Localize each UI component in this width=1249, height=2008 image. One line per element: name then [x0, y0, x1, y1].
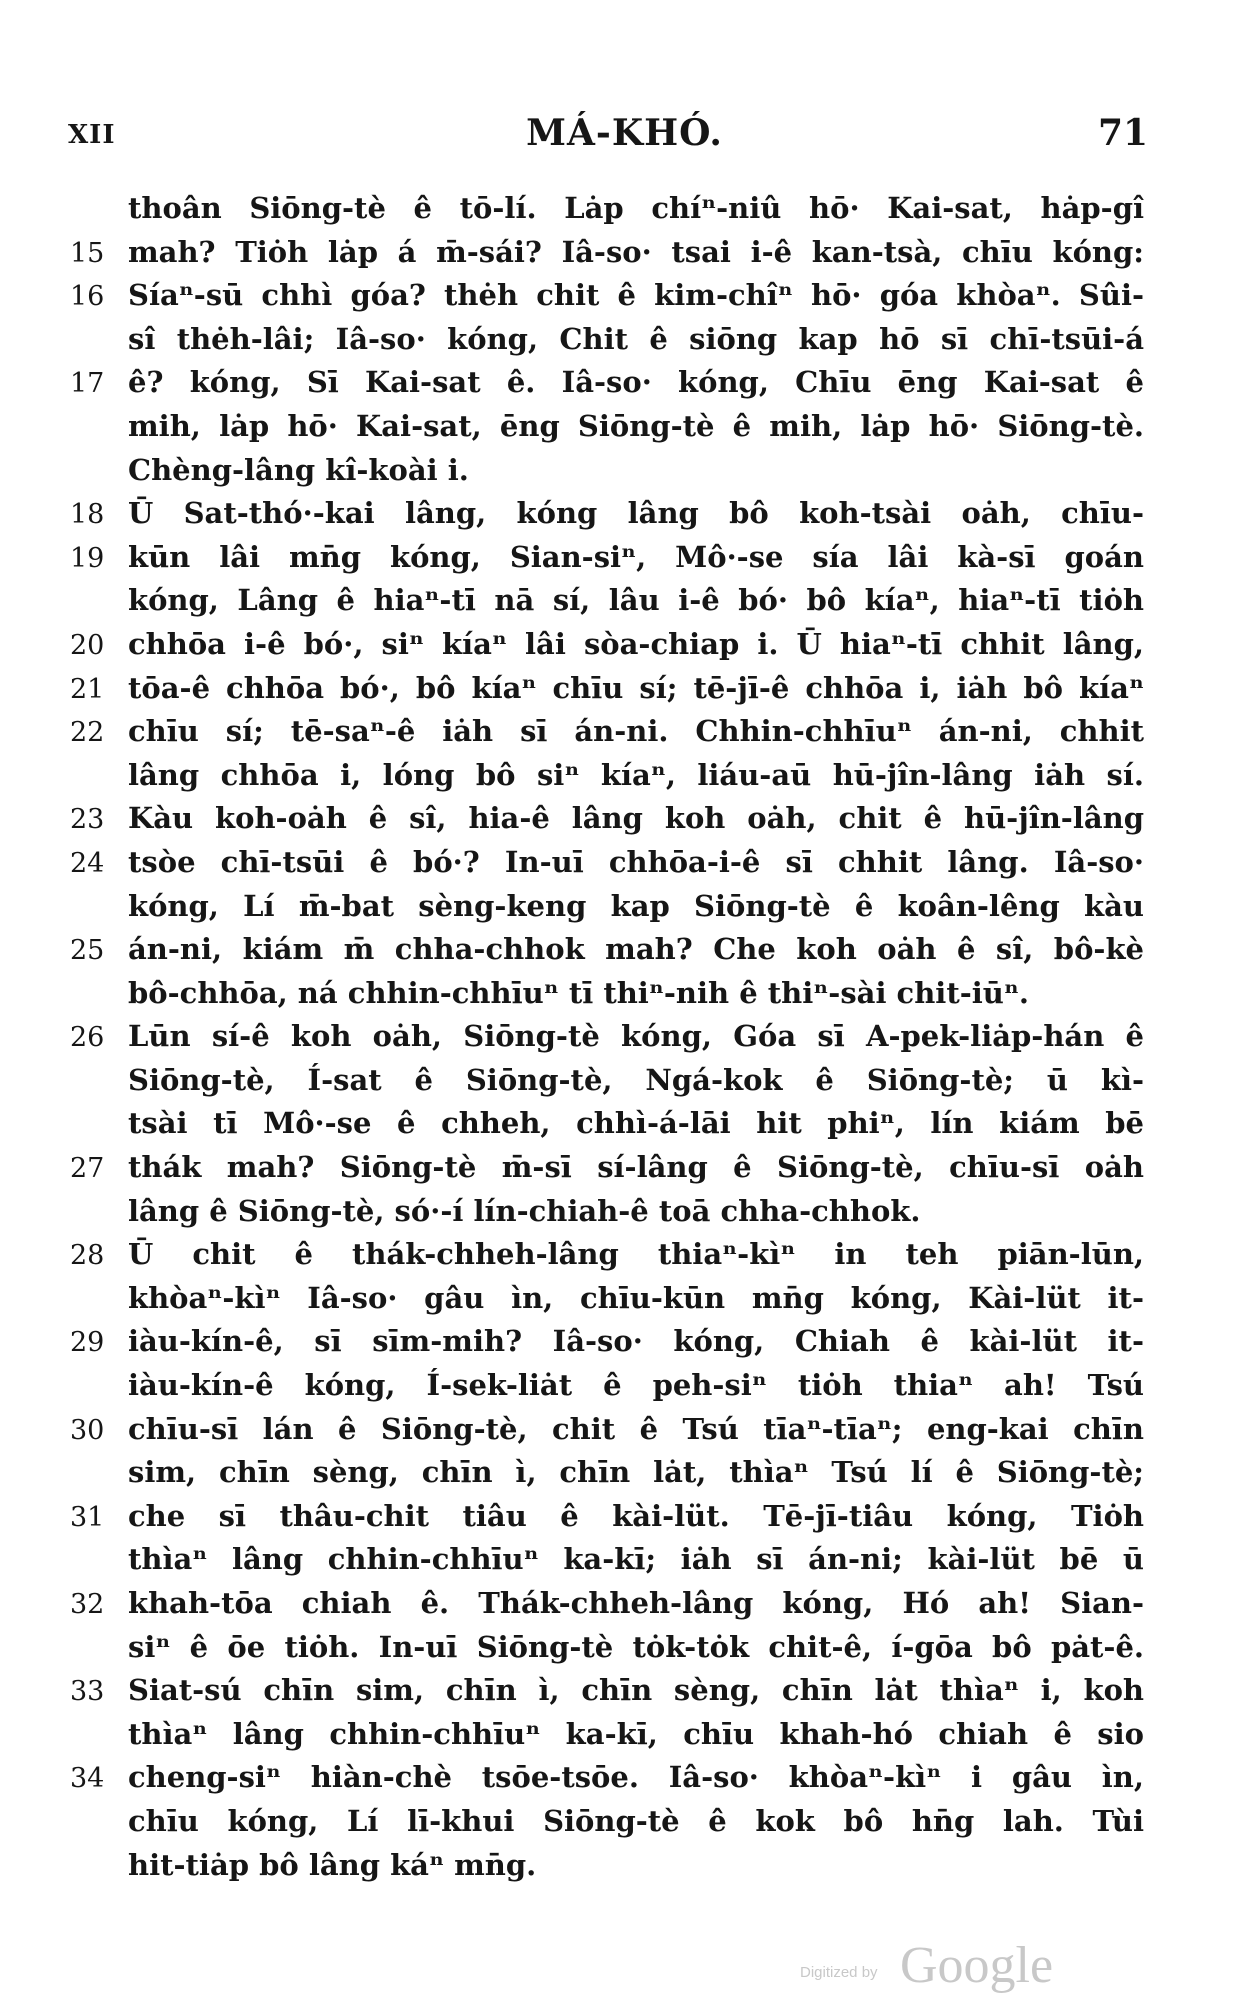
verse-number: 16: [70, 281, 105, 313]
verse-number: 29: [70, 1327, 105, 1359]
digitized-watermark: [800, 1936, 1100, 1996]
line-text: kóng, Lí m̄-bat sèng-keng kap Siōng-tè ê koân-lêng kàu: [128, 888, 1144, 923]
verse-number: 20: [70, 629, 105, 661]
page-title: MÁ-KHÓ.: [526, 112, 723, 154]
text-line: [0, 275, 1249, 319]
text-line: [0, 973, 1249, 1017]
line-text: án-ni, kiám m̄ chha-chhok mah? Che koh oȧh ê sî, bô-kè: [128, 932, 1144, 967]
text-line: [0, 1845, 1249, 1889]
text-line: [0, 580, 1249, 624]
text-line: [0, 1147, 1249, 1191]
line-text: thoân Siōng-tè ê tō-lí. Lȧp chíⁿ-niû hō· Kai-sat, hȧp-gî: [128, 191, 1144, 225]
line-text: Ū Sat-thó·-kai lâng, kóng lâng bô koh-tsài oȧh, chīu-: [128, 496, 1144, 531]
line-text: mah? Tiȯh lȧp á m̄-sái? Iâ-so· tsai i-ê kan-tsà, chīu kóng:: [128, 234, 1144, 269]
verse-number: 28: [70, 1240, 105, 1272]
text-line: [0, 450, 1249, 494]
text-line: [0, 188, 1249, 232]
line-text: chīu sí; tē-saⁿ-ê iȧh sī án-ni. Chhin-chhīuⁿ án-ni, chhit: [128, 714, 1144, 749]
text-line: [0, 362, 1249, 406]
watermark-caption: Digitized by: [800, 1964, 878, 1981]
line-text: Síaⁿ-sū chhì góa? thėh chit ê kim-chîⁿ hō· góa khòaⁿ. Sûi-: [128, 278, 1144, 313]
line-text: cheng-siⁿ hiàn-chè tsōe-tsōe. Iâ-so· khòaⁿ-kìⁿ i gâu ìn,: [128, 1760, 1144, 1795]
line-text: tsài tī Mô·-se ê chheh, chhì-á-lāi hit phiⁿ, lín kiám bē: [128, 1106, 1144, 1141]
line-text: lâng chhōa i, lóng bô siⁿ kíaⁿ, liáu-aū hū-jîn-lâng iȧh sí.: [128, 757, 1144, 792]
verse-number: 33: [70, 1676, 105, 1708]
text-line: [0, 232, 1249, 276]
verse-number: 24: [70, 847, 105, 879]
text-line: [0, 406, 1249, 450]
verse-number: 32: [70, 1589, 105, 1620]
verse-number: 27: [70, 1153, 105, 1185]
text-line: [0, 711, 1249, 755]
line-text: chīu kóng, Lí lī-khui Siōng-tè ê kok bô hn̄g lah. Tùi: [128, 1803, 1144, 1838]
verse-number: 30: [70, 1414, 105, 1446]
line-text: khah-tōa chiah ê. Thák-chheh-lâng kóng, Hó ah! Sian-: [128, 1586, 1144, 1620]
verse-number: 31: [70, 1501, 105, 1533]
line-text: Chèng-lâng kî-koài i.: [128, 452, 469, 487]
text-line: [0, 1539, 1249, 1583]
text-line: [0, 1714, 1249, 1758]
text-line: [0, 929, 1249, 973]
line-text: thìaⁿ lâng chhin-chhīuⁿ ka-kī; iȧh sī án-ni; kài-lüt bē ū: [128, 1542, 1144, 1577]
text-line: [0, 842, 1249, 886]
line-text: mih, lȧp hō· Kai-sat, ēng Siōng-tè ê mih, lȧp hō· Siōng-tè.: [128, 408, 1144, 443]
line-text: iàu-kín-ê kóng, Í-sek-liȧt ê peh-siⁿ tiȯh thiaⁿ ah! Tsú: [128, 1368, 1144, 1403]
text-line: [0, 1060, 1249, 1104]
running-header: [0, 112, 1249, 162]
text-line: [0, 1365, 1249, 1409]
text-line: [0, 624, 1249, 668]
line-text: tōa-ê chhōa bó·, bô kíaⁿ chīu sí; tē-jī-ê chhōa i, iȧh bô kíaⁿ: [128, 670, 1144, 705]
line-text: chīu-sī lán ê Siōng-tè, chit ê Tsú tīaⁿ-tīaⁿ; eng-kai chīn: [128, 1411, 1144, 1446]
text-line: [0, 1321, 1249, 1365]
verse-number: 18: [70, 499, 105, 531]
line-text: Siat-sú chīn sim, chīn ì, chīn sèng, chīn lȧt thìaⁿ i, koh: [128, 1673, 1144, 1708]
verse-number: 25: [70, 935, 105, 967]
verse-number: 17: [70, 368, 105, 400]
verse-number: 23: [70, 804, 105, 836]
google-logo: Google: [900, 1937, 1054, 1994]
line-text: kūn lâi mn̄g kóng, Sian-siⁿ, Mô·-se sía lâi kà-sī goán: [128, 539, 1144, 574]
text-line: [0, 1191, 1249, 1235]
verse-number: 22: [70, 717, 105, 749]
line-text: tsòe chī-tsūi ê bó·? In-uī chhōa-i-ê sī chhit lâng. Iâ-so·: [128, 844, 1144, 879]
text-line: [0, 493, 1249, 537]
line-text: Siōng-tè, Í-sat ê Siōng-tè, Ngá-kok ê Siōng-tè; ū kì-: [128, 1062, 1144, 1097]
line-text: siⁿ ê ōe tiȯh. In-uī Siōng-tè tȯk-tȯk chit-ê, í-gōa bô pȧt-ê.: [128, 1629, 1144, 1664]
text-line: [0, 755, 1249, 799]
line-text: ê? kóng, Sī Kai-sat ê. Iâ-so· kóng, Chīu ēng Kai-sat ê: [128, 365, 1144, 400]
line-text: iàu-kín-ê, sī sīm-mih? Iâ-so· kóng, Chiah ê kài-lüt it-: [128, 1324, 1144, 1359]
text-body: [0, 188, 1249, 1888]
line-text: bô-chhōa, ná chhin-chhīuⁿ tī thiⁿ-nih ê thiⁿ-sài chit-iūⁿ.: [128, 975, 1029, 1010]
line-text: Lūn sí-ê koh oȧh, Siōng-tè kóng, Góa sī A-pek-liȧp-hán ê: [128, 1019, 1144, 1054]
line-text: hit-tiȧp bô lâng káⁿ mn̄g.: [128, 1847, 537, 1882]
text-line: [0, 1103, 1249, 1147]
line-text: thák mah? Siōng-tè m̄-sī sí-lâng ê Siōng-tè, chīu-sī oȧh: [128, 1150, 1144, 1185]
text-line: [0, 668, 1249, 712]
verse-number: 19: [70, 542, 105, 574]
text-line: [0, 1757, 1249, 1801]
verse-number: 26: [70, 1022, 105, 1054]
text-line: [0, 886, 1249, 930]
line-text: thìaⁿ lâng chhin-chhīuⁿ ka-kī, chīu khah-hó chiah ê sio: [128, 1716, 1144, 1751]
verse-number: 21: [70, 673, 105, 705]
text-line: [0, 1496, 1249, 1540]
line-text: lâng ê Siōng-tè, só·-í lín-chiah-ê toā chha-chhok.: [128, 1193, 921, 1228]
chapter-numeral: XII: [68, 120, 116, 150]
text-line: [0, 1409, 1249, 1453]
verse-number: 15: [70, 237, 105, 269]
text-line: [0, 1016, 1249, 1060]
text-line: [0, 1452, 1249, 1496]
text-line: [0, 1801, 1249, 1845]
text-line: [0, 1583, 1249, 1627]
page-number: 71: [1098, 112, 1149, 154]
line-text: chhōa i-ê bó·, siⁿ kíaⁿ lâi sòa-chiap i. Ū hiaⁿ-tī chhit lâng,: [128, 626, 1144, 661]
line-text: khòaⁿ-kìⁿ Iâ-so· gâu ìn, chīu-kūn mn̄g kóng, Kài-lüt it-: [128, 1280, 1144, 1315]
line-text: kóng, Lâng ê hiaⁿ-tī nā sí, lâu i-ê bó· bô kíaⁿ, hiaⁿ-tī tiȯh: [128, 583, 1144, 618]
line-text: sim, chīn sèng, chīn ì, chīn lȧt, thìaⁿ Tsú lí ê Siōng-tè;: [128, 1455, 1144, 1490]
line-text: sî thėh-lâi; Iâ-so· kóng, Chit ê siōng kap hō sī chī-tsūi-á: [128, 321, 1144, 356]
text-line: [0, 1278, 1249, 1322]
text-line: [0, 319, 1249, 363]
text-line: [0, 798, 1249, 842]
text-line: [0, 1670, 1249, 1714]
text-line: [0, 1234, 1249, 1278]
line-text: che sī thâu-chit tiâu ê kài-lüt. Tē-jī-tiâu kóng, Tiȯh: [128, 1498, 1144, 1533]
text-line: [0, 537, 1249, 581]
text-line: [0, 1627, 1249, 1671]
line-text: Ū chit ê thák-chheh-lâng thiaⁿ-kìⁿ in teh piān-lūn,: [128, 1237, 1144, 1272]
line-text: Kàu koh-oȧh ê sî, hia-ê lâng koh oȧh, chit ê hū-jîn-lâng: [128, 801, 1144, 836]
verse-number: 34: [70, 1763, 105, 1795]
